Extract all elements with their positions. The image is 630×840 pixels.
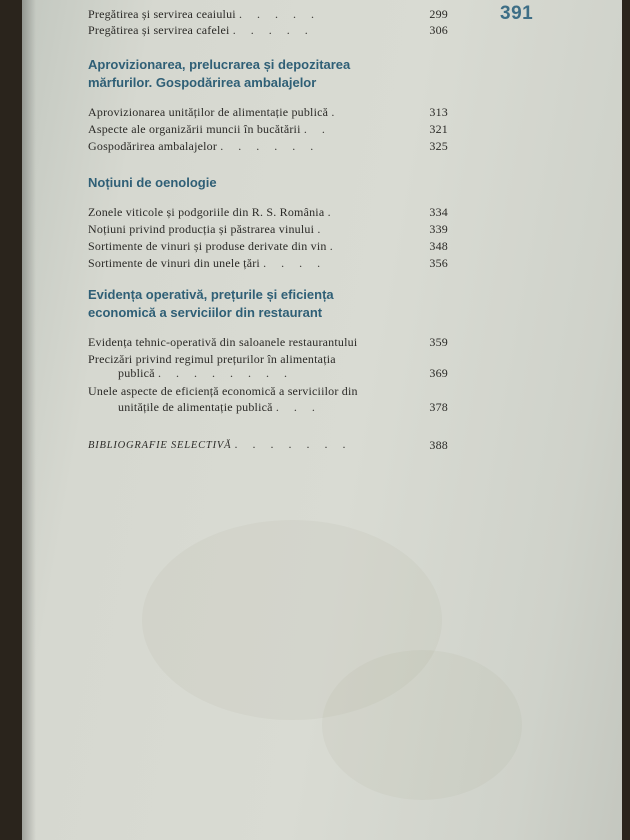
toc-entry: Unele aspecte de eficiență economică a serviciilor din <box>88 384 358 398</box>
toc-page-ref: 339 <box>429 222 448 236</box>
toc-entry: Pregătirea și servirea cafelei . . . . . 306 <box>88 23 448 37</box>
toc-entry: Sortimente de vinuri din unele țări . . . . 356 <box>88 256 448 270</box>
toc-page-ref: 321 <box>429 122 448 136</box>
toc-page-ref: 356 <box>429 256 448 270</box>
toc-entry: Precizări privind regimul prețurilor în alimentația <box>88 352 336 366</box>
book-page <box>22 0 622 840</box>
toc-entry: Evidența tehnic-operativă din saloanele restaurantului 359 <box>88 335 448 349</box>
toc-entry-bibliography: BIBLIOGRAFIE SELECTIVĂ . . . . . . . 388 <box>88 437 448 452</box>
toc-page-ref: 369 <box>429 366 448 380</box>
toc-page-ref: 299 <box>429 7 448 21</box>
toc-page-ref: 334 <box>429 205 448 219</box>
toc-entry: Aspecte ale organizării muncii în bucătării . . 321 <box>88 122 448 136</box>
toc-page-ref: 348 <box>429 239 448 253</box>
toc-page-ref: 325 <box>429 139 448 153</box>
toc-page-ref: 359 <box>429 335 448 349</box>
toc-entry-continued: unitățile de alimentație publică . . . 378 <box>118 400 448 414</box>
toc-entry: Noțiuni privind producția și păstrarea vinului . 339 <box>88 222 448 236</box>
toc-page-ref: 313 <box>429 105 448 119</box>
page-number: 391 <box>500 3 534 24</box>
section-title: economică a serviciilor din restaurant <box>88 305 323 320</box>
toc-page-ref: 306 <box>429 23 448 37</box>
toc-entry-continued: publică . . . . . . . . 369 <box>118 366 448 380</box>
toc-entry: Pregătirea și servirea ceaiului . . . . . 299 <box>88 7 448 21</box>
toc-entry: Zonele viticole și podgoriile din R. S. România . 334 <box>88 205 448 219</box>
section-title: Evidența operativă, prețurile și eficiența <box>88 287 334 302</box>
toc-page-ref: 378 <box>429 400 448 414</box>
toc-page-ref: 388 <box>429 438 448 452</box>
section-title: mărfurilor. Gospodărirea ambalajelor <box>88 75 317 90</box>
toc-entry: Sortimente de vinuri și produse derivate din vin . 348 <box>88 239 448 253</box>
section-title: Aprovizionarea, prelucrarea și depozitarea <box>88 57 351 72</box>
toc-entry: Aprovizionarea unităților de alimentație publică . 313 <box>88 105 448 119</box>
section-title: Noțiuni de oenologie <box>88 175 217 190</box>
toc-entry: Gospodărirea ambalajelor . . . . . . 325 <box>88 139 448 153</box>
